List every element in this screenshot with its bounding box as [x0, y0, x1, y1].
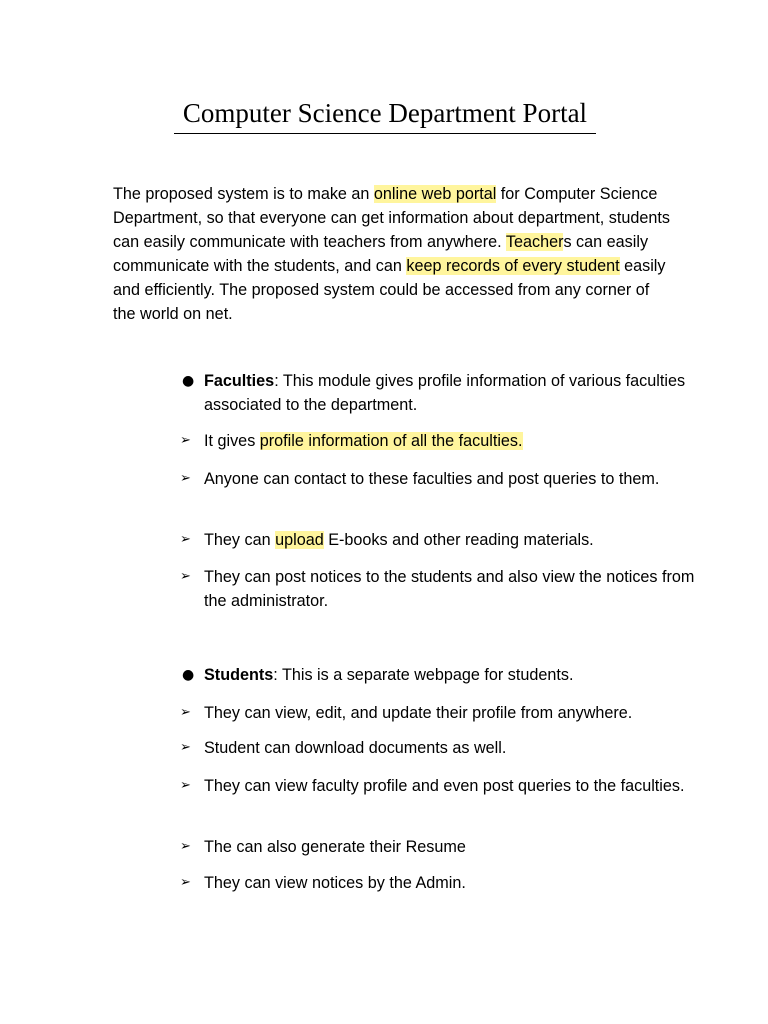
- arrow-bullet-icon: ➢: [180, 705, 191, 720]
- item-text: Student can download documents as well.: [204, 739, 507, 757]
- students-bullet-item: [182, 663, 704, 687]
- student-list-item: [180, 701, 704, 725]
- arrow-bullet-icon: ➢: [180, 875, 191, 890]
- highlighted-text: keep records of every student: [406, 257, 620, 275]
- students-description: : This is a separate webpage for students.: [273, 666, 574, 684]
- bullet-dot-icon: ●: [182, 373, 195, 389]
- arrow-bullet-icon: ➢: [180, 778, 191, 793]
- arrow-bullet-icon: ➢: [180, 740, 191, 755]
- student-list-item: [180, 736, 704, 760]
- bullet-dot-icon: ●: [182, 667, 195, 683]
- highlighted-text: online web portal: [373, 185, 497, 203]
- item-text: They can view, edit, and update their profile from anywhere.: [204, 704, 633, 722]
- intro-text: for Computer Science Department, so that everyone can get information about department, students can easily communicate with teachers from anywhere.: [113, 185, 670, 251]
- item-text: Anyone can contact to these faculties and post queries to them.: [204, 470, 660, 488]
- faculties-bullet-item: [182, 369, 704, 417]
- intro-text: s can easily communicate with the students, and can: [113, 233, 649, 275]
- highlighted-text: upload: [275, 531, 324, 549]
- item-text: They can: [204, 531, 276, 549]
- student-list-item: [180, 774, 704, 798]
- highlighted-text: Teacher: [505, 233, 564, 251]
- highlighted-text: profile information of all the faculties.: [259, 432, 523, 450]
- student-list-item: [180, 871, 704, 895]
- page-title: Computer Science Department Portal: [182, 98, 588, 128]
- faculty-list-item: [180, 467, 704, 491]
- item-text: They can view faculty profile and even post queries to the faculties.: [204, 777, 685, 795]
- intro-paragraph: [113, 182, 673, 326]
- faculty-list-item: [180, 429, 704, 453]
- item-text: It gives: [204, 432, 260, 450]
- arrow-bullet-icon: ➢: [180, 433, 191, 448]
- faculty-list-item: [180, 528, 704, 552]
- faculties-heading: Faculties: [204, 372, 275, 390]
- title-underline: [174, 133, 596, 134]
- arrow-bullet-icon: ➢: [180, 569, 191, 584]
- item-text: They can view notices by the Admin.: [204, 874, 466, 892]
- item-text: They can post notices to the students and also view the notices from the administrator.: [204, 568, 695, 610]
- faculties-description: : This module gives profile information of various faculties associated to the department.: [204, 372, 686, 414]
- arrow-bullet-icon: ➢: [180, 839, 191, 854]
- item-text: E-books and other reading materials.: [323, 531, 594, 549]
- intro-text: easily and efficiently. The proposed system could be accessed from any corner of the world on net.: [113, 257, 666, 323]
- students-heading: Students: [204, 666, 274, 684]
- arrow-bullet-icon: ➢: [180, 532, 191, 547]
- arrow-bullet-icon: ➢: [180, 471, 191, 486]
- faculty-list-item: [180, 565, 704, 613]
- intro-text: The proposed system is to make an: [113, 185, 374, 203]
- student-list-item: [180, 835, 704, 859]
- item-text: The can also generate their Resume: [204, 838, 466, 856]
